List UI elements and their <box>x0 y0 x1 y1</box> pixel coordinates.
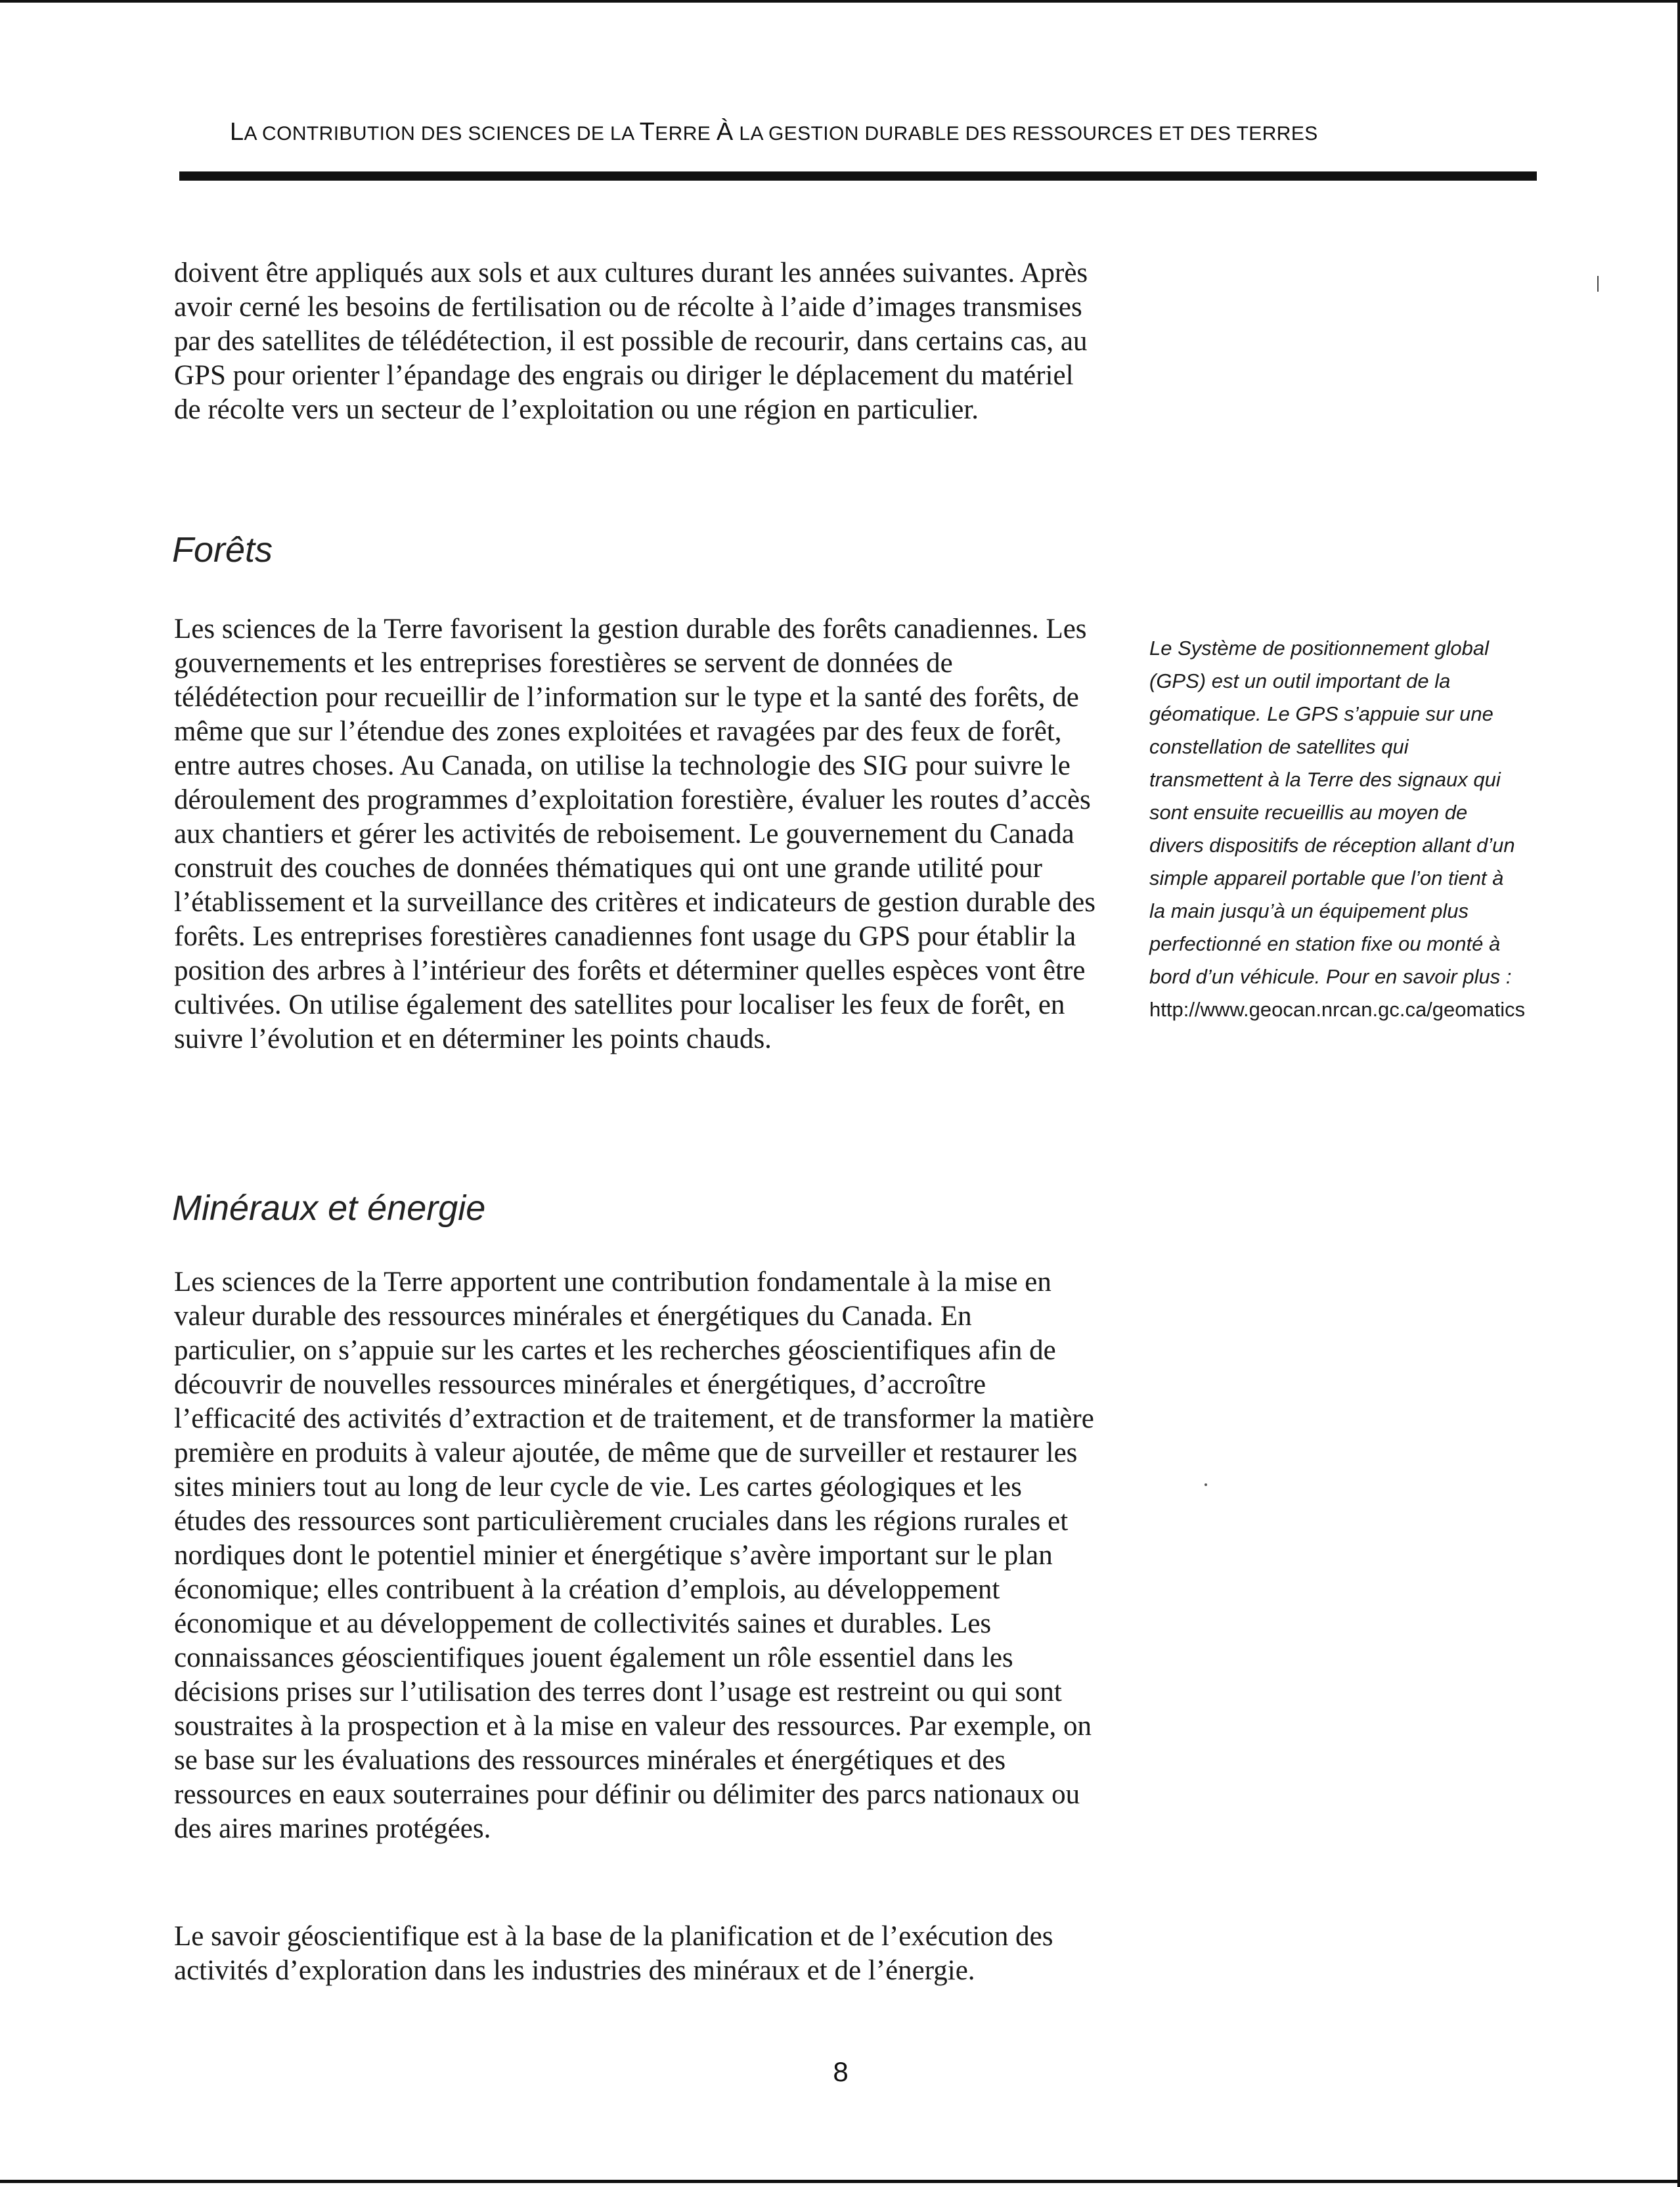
body-paragraph-conclusion <box>174 1920 1100 1988</box>
running-header-part: ERRE <box>655 123 717 145</box>
paragraph-text: Les sciences de la Terre apportent une contribution fondamentale à la mise en valeur durable des ressources minérales et énergétiques du Canada. En particulier, on s’appuie sur les cartes et les recherches géoscientifiques afin de découvrir de nouvelles ressources minérales et énergétiques, d’accroître l’efficacité des activités d’extraction et de traitement, et de transformer la matière première en produits à valeur ajoutée, de même que de surveiller et restaurer les sites miniers tout au long de leur cycle de vie. Les cartes géologiques et les études des ressources sont particulièrement cruciales dans les régions rurales et nordiques dont le potentiel minier et énergétique s’avère important sur le plan économique; elles contribuent à la création d’emplois, au développement économique et au développement de collectivités saines et durables. Les connaissances géoscientifiques jouent également un rôle essentiel dans les décisions prises sur l’utilisation des terres dont l’usage est restreint ou qui sont soustraites à la prospection et à la mise en valeur des ressources. Par exemple, on se base sur les évaluations des ressources minérales et énergétiques et des ressources en eaux souterraines pour définir ou délimiter des parcs nationaux ou des aires marines protégées. <box>174 1267 1094 1844</box>
section-heading-mineraux: Minéraux et énergie <box>172 1188 486 1228</box>
page-border-top <box>0 0 1680 3</box>
sidenote-url-link[interactable]: http://www.geocan.nrcan.gc.ca/geomatics <box>1149 998 1526 1021</box>
running-header-part: T <box>639 118 655 146</box>
body-paragraph-mineraux <box>174 1265 1100 1846</box>
paragraph-text: Le savoir géoscientifique est à la base de la planification et de l’exécution des activités d’exploration dans les industries des minéraux et de l’énergie. <box>174 1921 1053 1986</box>
page-number: 8 <box>833 2056 849 2087</box>
running-header-part: À <box>716 118 734 146</box>
page-border-right <box>1677 0 1680 2187</box>
running-header <box>230 118 1504 147</box>
scan-artifact-dot <box>1205 1483 1207 1486</box>
sidenote-text: Le Système de positionnement global (GPS) est un outil important de la géomatique. Le GPS s’appuie sur une constellation de satellites qui transmettent à la Terre des signaux qui sont ensuite recueillis au moyen de divers dispositifs de réception allant d’un simple appareil portable que l’on tient à la main jusqu’à un équipement plus perfectionné en station fixe ou monté à bord d’un véhicule. Pour en savoir plus : <box>1149 637 1515 988</box>
running-header-part: L <box>230 118 244 146</box>
running-header-part: A CONTRIBUTION DES SCIENCES DE LA <box>244 123 640 145</box>
body-paragraph-forets <box>174 612 1100 1056</box>
header-rule <box>179 171 1537 181</box>
paragraph-text: Les sciences de la Terre favorisent la gestion durable des forêts canadiennes. Les gouvernements et les entreprises forestières se servent de données de télédétection pour recueillir de l’information sur le type et la santé des forêts, de même que sur l’étendue des zones exploitées et ravagées par des feux de forêt, entre autres choses. Au Canada, on utilise la technologie des SIG pour suivre le déroulement des programmes d’exploitation forestière, évaluer les routes d’accès aux chantiers et gérer les activités de reboisement. Le gouvernement du Canada construit des couches de données thématiques qui ont une grande utilité pour l’établissement et la surveillance des critères et indicateurs de gestion durable des forêts. Les entreprises forestières canadiennes font usage du GPS pour établir la position des arbres à l’intérieur des forêts et déterminer quelles espèces vont être cultivées. On utilise également des satellites pour localiser les feux de forêt, en suivre l’évolution et en déterminer les points chauds. <box>174 614 1095 1054</box>
section-heading-forets: Forêts <box>172 530 273 570</box>
page-border-bottom <box>0 2180 1680 2183</box>
body-paragraph-intro <box>174 256 1100 427</box>
scan-artifact-mark <box>1597 276 1599 292</box>
sidenote-gps <box>1149 632 1526 1026</box>
paragraph-text: doivent être appliqués aux sols et aux cultures durant les années suivantes. Après avoir cerné les besoins de fertilisation ou de récolte à l’aide d’images transmises par des satellites de télédétection, il est possible de recourir, dans certains cas, au GPS pour orienter l’épandage des engrais ou diriger le déplacement du matériel de récolte vers un secteur de l’exploitation ou une région en particulier. <box>174 258 1088 425</box>
running-header-part: LA GESTION DURABLE DES RESSOURCES ET DES TERRES <box>733 123 1318 145</box>
